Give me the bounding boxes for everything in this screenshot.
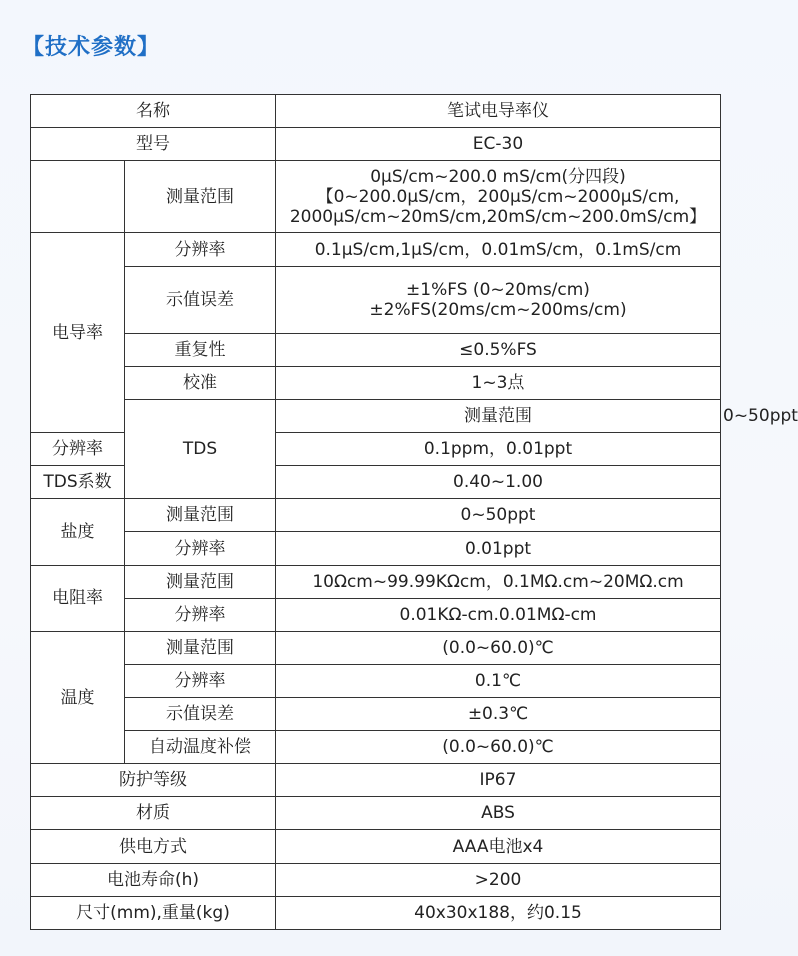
row-value: EC-30 (276, 128, 721, 161)
row-label: 示值误差 (125, 698, 276, 731)
row-label: 测量范围 (276, 400, 721, 433)
row-label: 校准 (125, 366, 276, 399)
row-value: ≤0.5%FS (276, 333, 721, 366)
row-value: 40x30x188，约0.15 (276, 896, 721, 929)
table-row (31, 896, 721, 929)
row-value (276, 161, 721, 233)
row-label: 自动温度补偿 (125, 731, 276, 764)
table-row (31, 764, 721, 797)
row-label: 示值误差 (125, 266, 276, 333)
row-label: 分辨率 (125, 598, 276, 631)
spec-table (30, 94, 798, 930)
group-label: 电阻率 (31, 565, 125, 631)
table-row (31, 499, 721, 532)
row-value: 0.1℃ (276, 664, 721, 697)
row-value: 0~50ppt (276, 499, 721, 532)
row-value: (0.0~60.0)℃ (276, 731, 721, 764)
row-label: 尺寸(mm),重量(kg) (31, 896, 276, 929)
row-value: 10Ωcm~99.99KΩcm，0.1MΩ.cm~20MΩ.cm (276, 565, 721, 598)
table-row (31, 266, 721, 333)
error-line: ±2%FS(20ms/cm~200ms/cm) (369, 299, 627, 320)
row-value: 0.40~1.00 (276, 466, 721, 499)
range-line: 2000µS/cm~20mS/cm,20mS/cm~200.0mS/cm】 (289, 206, 707, 227)
row-value: ±0.3℃ (276, 698, 721, 731)
group-label: 盐度 (31, 499, 125, 565)
row-value: 0.1ppm，0.01ppt (276, 433, 721, 466)
table-row (31, 128, 721, 161)
row-label: 分辨率 (125, 532, 276, 565)
table-row (31, 830, 721, 863)
table-row (31, 233, 721, 266)
row-label: 分辨率 (125, 233, 276, 266)
row-label: 测量范围 (125, 565, 276, 598)
range-line: 【0~200.0µS/cm，200µS/cm~2000µS/cm, (316, 186, 680, 207)
row-value: (0.0~60.0)℃ (276, 631, 721, 664)
row-label: 防护等级 (31, 764, 276, 797)
row-value: 0.01KΩ-cm.0.01MΩ-cm (276, 598, 721, 631)
row-label: 测量范围 (125, 161, 276, 233)
row-label: TDS系数 (31, 466, 125, 499)
row-label: 测量范围 (125, 631, 276, 664)
row-label: 分辨率 (125, 664, 276, 697)
table-row (31, 366, 721, 399)
table-row (31, 664, 721, 697)
table-row (31, 532, 721, 565)
row-value: 笔试电导率仪 (276, 95, 721, 128)
table-row (31, 631, 721, 664)
row-value: 1~3点 (276, 366, 721, 399)
row-label: 型号 (31, 128, 276, 161)
table-row (31, 863, 721, 896)
row-value: IP67 (276, 764, 721, 797)
row-label: 材质 (31, 797, 276, 830)
table-row (31, 95, 721, 128)
table-row (31, 333, 721, 366)
row-label: 测量范围 (125, 499, 276, 532)
row-value: AAA电池x4 (276, 830, 721, 863)
table-row (31, 731, 721, 764)
table-row (31, 598, 721, 631)
error-line: ±1%FS (0~20ms/cm) (406, 279, 590, 300)
row-value: ABS (276, 797, 721, 830)
table-row (31, 565, 721, 598)
group-label: TDS (125, 400, 276, 499)
row-value: 0.01ppt (276, 532, 721, 565)
table-row: TDS 测量范围 0~50ppt (31, 400, 721, 433)
row-value: 0.1µS/cm,1µS/cm，0.01mS/cm，0.1mS/cm (276, 233, 721, 266)
row-value (276, 266, 721, 333)
table-row (31, 161, 721, 233)
row-value: >200 (276, 863, 721, 896)
table-row (31, 797, 721, 830)
row-label: 分辨率 (31, 433, 125, 466)
row-label: 供电方式 (31, 830, 276, 863)
group-label: 电导率 (31, 233, 125, 433)
row-label: 重复性 (125, 333, 276, 366)
section-title: 【技术参数】 (22, 35, 161, 60)
row-label: 电池寿命(h) (31, 863, 276, 896)
group-label: 温度 (31, 631, 125, 763)
range-line: 0µS/cm~200.0 mS/cm(分四段) (370, 166, 626, 187)
group-cell-empty (31, 161, 125, 233)
table-row (31, 698, 721, 731)
row-label: 名称 (31, 95, 276, 128)
